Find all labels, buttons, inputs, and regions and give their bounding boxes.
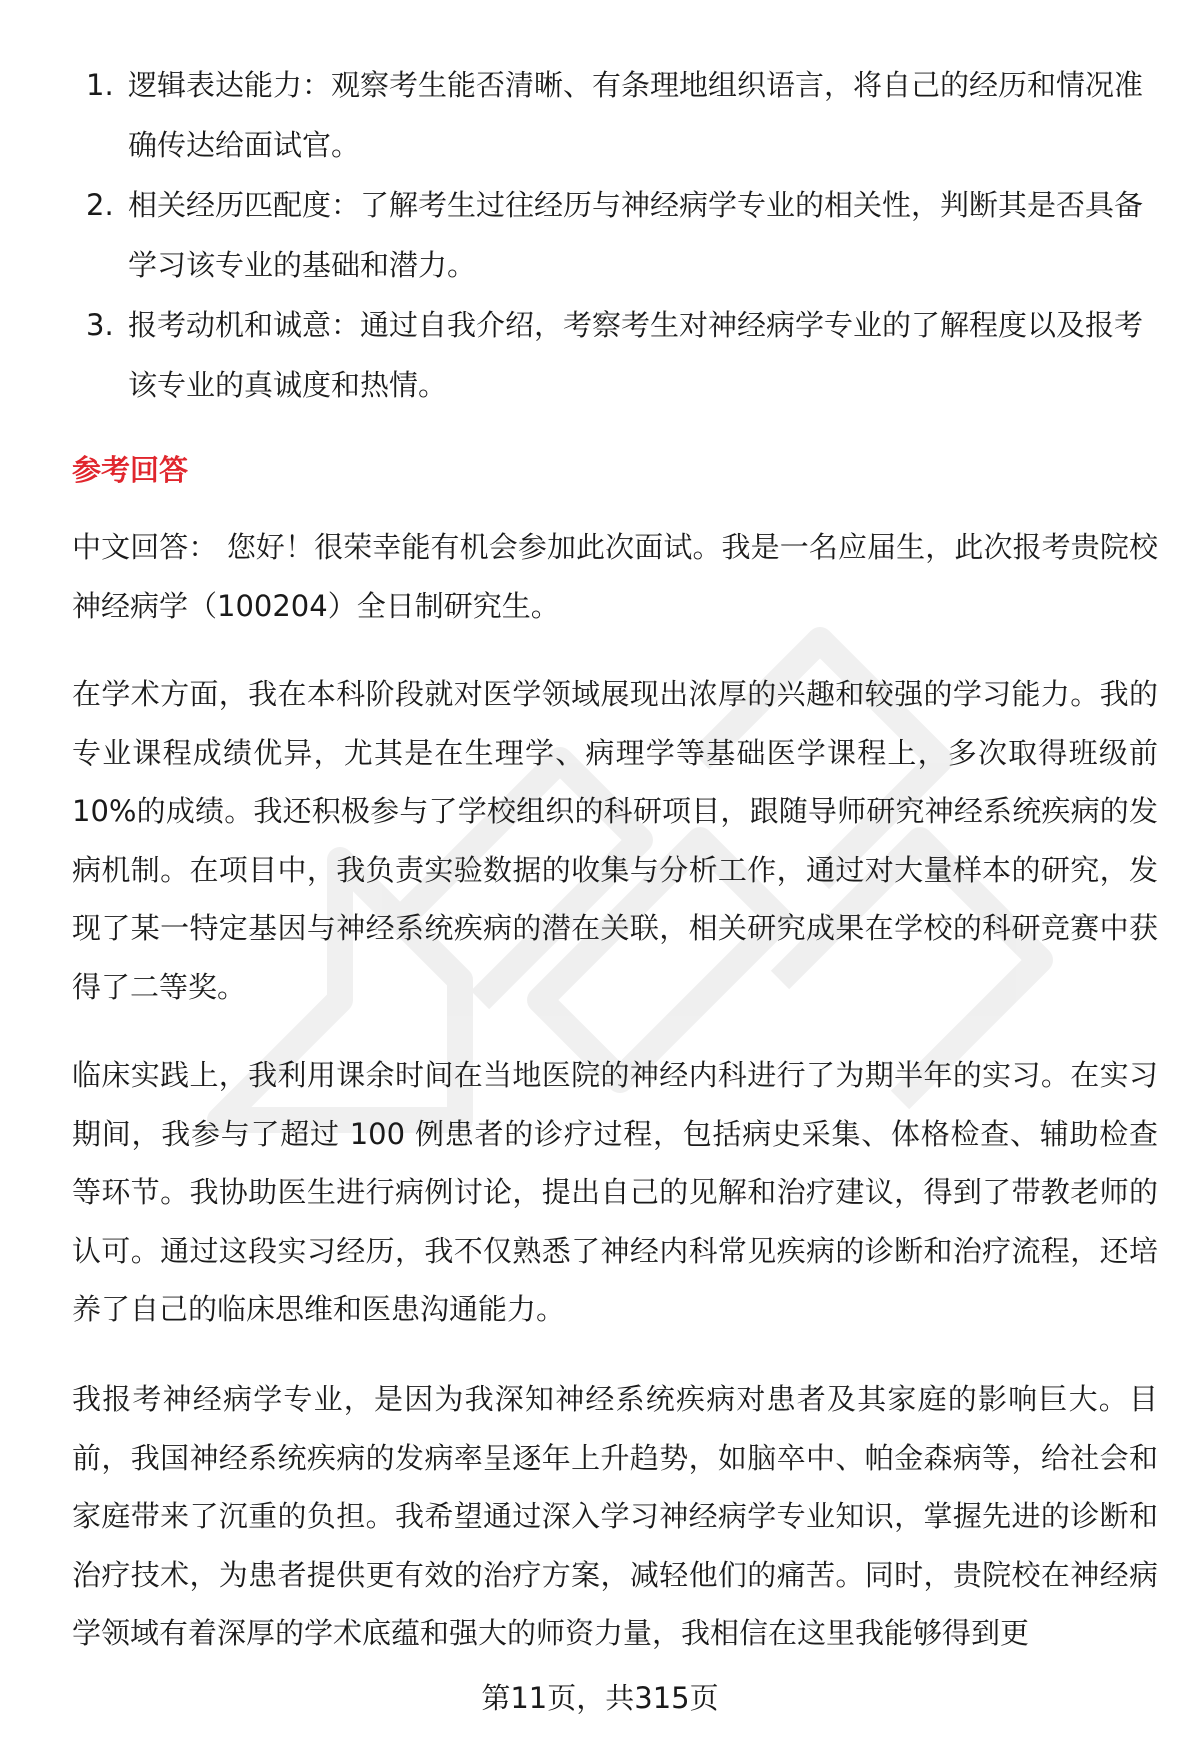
list-number: 3. [86,308,114,342]
list-item [72,295,1152,415]
list-number: 1. [86,68,114,102]
list-text: 报考动机和诚意：通过自我介绍，考察考生对神经病学专业的了解程度以及报考该专业的真诚度和热情。 [128,308,1144,402]
list-text: 逻辑表达能力：观察考生能否清晰、有条理地组织语言，将自己的经历和情况准确传达给面试官。 [128,68,1144,162]
evaluation-criteria-list [72,55,1152,415]
answer-paragraph: 临床实践上，我利用课余时间在当地医院的神经内科进行了为期半年的实习。在实习期间，我参与了超过 100 例患者的诊疗过程，包括病史采集、体格检查、辅助检查等环节。我协助医生进行病例讨论，提出自己的见解和治疗建议，得到了带教老师的认可。通过这段实习经历，我不仅熟悉了神经内科常见疾病的诊断和治疗流程，还培养了自己的临床思维和医患沟通能力。 [72,1058,1158,1326]
list-item [72,55,1152,175]
list-item [72,175,1152,295]
page-number-footer: 第11页，共315页 [481,1681,719,1715]
list-number: 2. [86,188,114,222]
answer-paragraph: 在学术方面，我在本科阶段就对医学领域展现出浓厚的兴趣和较强的学习能力。我的专业课程成绩优异，尤其是在生理学、病理学等基础医学课程上，多次取得班级前 10%的成绩。我还积极参与了学校组织的科研项目，跟随导师研究神经系统疾病的发病机制。在项目中，我负责实验数据的收集与分析工作，通过对大量样本的研究，发现了某一特定基因与神经系统疾病的潜在关联，相关研究成果在学校的科研竞赛中获得了二等奖。 [72,677,1158,1004]
answer-paragraph: 我报考神经病学专业，是因为我深知神经系统疾病对患者及其家庭的影响巨大。目前，我国神经系统疾病的发病率呈逐年上升趋势，如脑卒中、帕金森病等，给社会和家庭带来了沉重的负担。我希望通过深入学习神经病学专业知识，掌握先进的诊断和治疗技术，为患者提供更有效的治疗方案，减轻他们的痛苦。同时，贵院校在神经病学领域有着深厚的学术底蕴和强大的师资力量，我相信在这里我能够得到更 [72,1382,1158,1650]
reference-answer-heading: 参考回答 [72,453,189,487]
answer-paragraph: 中文回答： 您好！很荣幸能有机会参加此次面试。我是一名应届生，此次报考贵院校神经病学（100204）全日制研究生。 [72,530,1158,623]
list-text: 相关经历匹配度：了解考生过往经历与神经病学专业的相关性，判断其是否具备学习该专业的基础和潜力。 [128,188,1144,282]
